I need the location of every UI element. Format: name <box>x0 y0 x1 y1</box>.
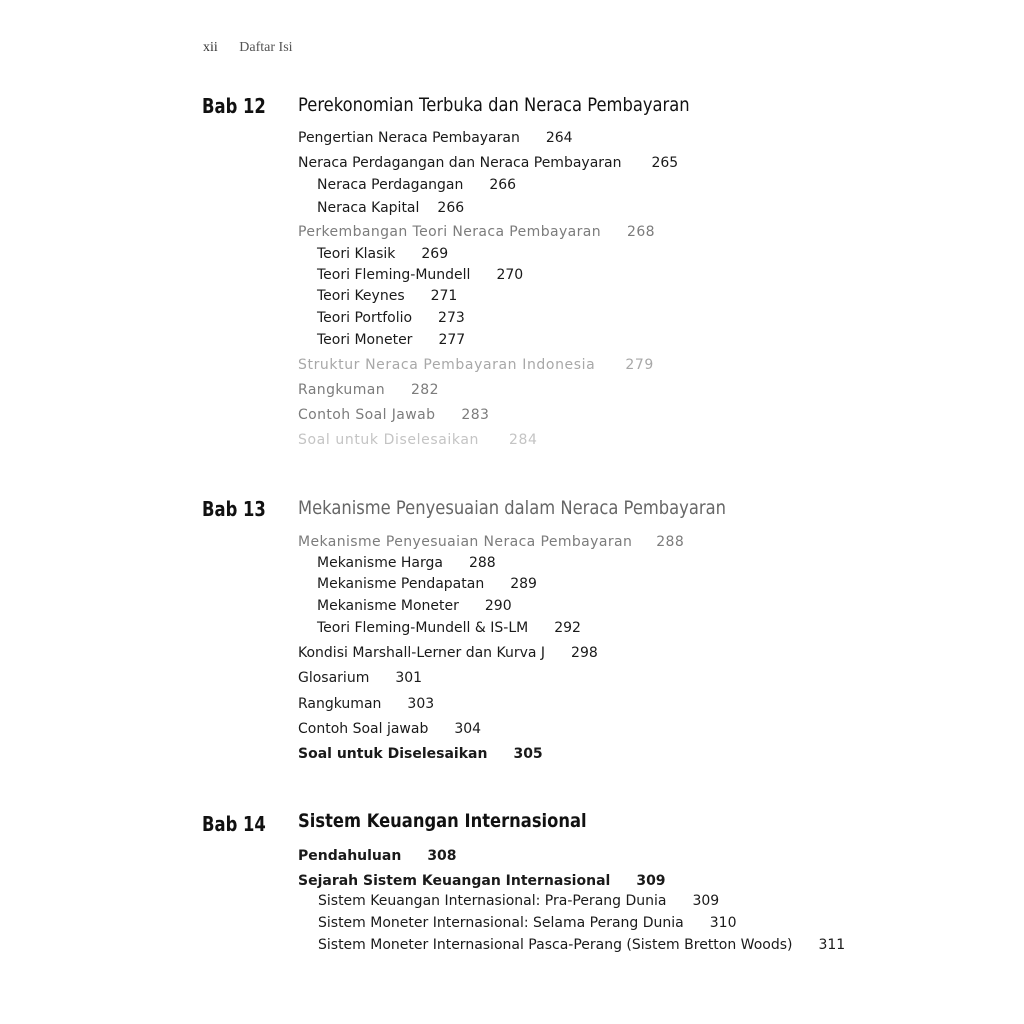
toc-entry-page: 304 <box>454 721 482 737</box>
toc-entry[interactable] <box>298 721 481 737</box>
chapter-number: Bab 13 <box>202 497 266 521</box>
toc-entry-label: Mekanisme Pendapatan <box>317 576 485 592</box>
toc-entry-label: Mekanisme Harga <box>317 555 443 571</box>
chapter-title: Sistem Keuangan Internasional <box>298 810 587 832</box>
chapter-title: Perekonomian Terbuka dan Neraca Pembayaran <box>298 94 690 116</box>
toc-subentry[interactable] <box>317 310 465 326</box>
toc-entry-page: 289 <box>510 576 537 592</box>
toc-entry-page: 308 <box>427 848 457 864</box>
toc-entry-label: Teori Portfolio <box>317 310 413 326</box>
toc-entry-label: Contoh Soal jawab <box>298 721 429 737</box>
toc-entry[interactable] <box>298 357 654 373</box>
toc-entry[interactable] <box>298 224 655 240</box>
toc-entry[interactable] <box>298 848 457 864</box>
toc-entry-page: 292 <box>554 620 581 636</box>
toc-entry[interactable] <box>298 746 543 762</box>
toc-entry-page: 269 <box>421 246 449 262</box>
toc-entry-label: Glosarium <box>298 670 370 686</box>
toc-entry[interactable] <box>298 407 489 423</box>
toc-entry-page: 283 <box>461 407 490 423</box>
toc-subentry[interactable] <box>317 598 512 614</box>
page-number: xii <box>203 40 218 55</box>
toc-entry-page: 301 <box>395 670 423 686</box>
toc-entry[interactable] <box>298 873 666 889</box>
toc-entry-page: 273 <box>438 310 465 326</box>
toc-entry-page: 288 <box>468 555 496 571</box>
toc-entry-label: Rangkuman <box>298 696 382 712</box>
toc-subentry[interactable] <box>317 555 496 571</box>
toc-entry[interactable] <box>298 155 678 171</box>
toc-entry-label: Sejarah Sistem Keuangan Internasional <box>298 873 611 889</box>
running-title: Daftar Isi <box>239 40 293 55</box>
toc-entry-page: 305 <box>513 746 543 762</box>
toc-entry-label: Sistem Moneter Internasional: Selama Perang Dunia <box>318 915 684 931</box>
toc-subentry[interactable] <box>317 576 537 592</box>
toc-subentry[interactable] <box>317 332 465 348</box>
toc-entry-page: 282 <box>411 382 439 398</box>
toc-entry-label: Soal untuk Diselesaikan <box>298 432 479 448</box>
toc-entry-page: 288 <box>656 534 685 550</box>
toc-entry-page: 309 <box>692 893 720 909</box>
toc-subentry[interactable] <box>317 200 464 216</box>
toc-entry-page: 311 <box>818 937 846 953</box>
toc-entry-label: Mekanisme Moneter <box>317 598 459 614</box>
toc-entry-label: Mekanisme Penyesuaian Neraca Pembayaran <box>298 534 633 550</box>
running-header <box>203 40 293 56</box>
chapter-number: Bab 12 <box>202 94 266 118</box>
toc-entry-page: 279 <box>625 357 654 373</box>
toc-entry-page: 271 <box>430 288 458 304</box>
toc-entry[interactable] <box>298 645 598 661</box>
toc-entry-label: Rangkuman <box>298 382 385 398</box>
toc-entry[interactable] <box>298 382 439 398</box>
toc-entry-label: Neraca Perdagangan dan Neraca Pembayaran <box>298 155 622 171</box>
toc-entry-label: Soal untuk Diselesaikan <box>298 746 488 762</box>
toc-entry-label: Struktur Neraca Pembayaran Indonesia <box>298 357 596 373</box>
toc-subentry[interactable] <box>317 177 516 193</box>
toc-subentry[interactable] <box>318 937 845 953</box>
toc-entry-label: Perkembangan Teori Neraca Pembayaran <box>298 224 602 240</box>
toc-entry-page: 264 <box>545 130 573 146</box>
toc-entry[interactable] <box>298 130 573 146</box>
toc-entry[interactable] <box>298 432 538 448</box>
toc-entry-page: 266 <box>437 200 465 216</box>
toc-entry-label: Sistem Keuangan Internasional: Pra-Perang Dunia <box>318 893 667 909</box>
toc-entry-label: Contoh Soal Jawab <box>298 407 436 423</box>
toc-entry-page: 310 <box>709 915 737 931</box>
toc-entry-page: 284 <box>509 432 538 448</box>
toc-entry-page: 270 <box>496 267 524 283</box>
toc-entry-label: Neraca Perdagangan <box>317 177 464 193</box>
toc-subentry[interactable] <box>317 620 581 636</box>
toc-subentry[interactable] <box>318 893 719 909</box>
toc-entry-label: Neraca Kapital <box>317 200 420 216</box>
toc-entry-label: Teori Moneter <box>317 332 413 348</box>
toc-entry-page: 277 <box>438 332 466 348</box>
toc-entry-label: Teori Fleming-Mundell & IS-LM <box>317 620 529 636</box>
toc-entry-page: 303 <box>407 696 435 712</box>
toc-entry[interactable] <box>298 534 684 550</box>
toc-entry-page: 265 <box>651 155 679 171</box>
toc-entry-page: 268 <box>627 224 655 240</box>
toc-entry[interactable] <box>298 696 434 712</box>
toc-entry-page: 266 <box>489 177 517 193</box>
chapter-number: Bab 14 <box>202 812 266 836</box>
toc-subentry[interactable] <box>317 246 448 262</box>
toc-subentry[interactable] <box>318 915 737 931</box>
toc-entry-label: Kondisi Marshall-Lerner dan Kurva J <box>298 645 546 661</box>
toc-subentry[interactable] <box>317 288 457 304</box>
toc-entry-page: 298 <box>571 645 598 661</box>
toc-entry-label: Pendahuluan <box>298 848 402 864</box>
toc-entry-label: Pengertian Neraca Pembayaran <box>298 130 520 146</box>
toc-entry-label: Teori Keynes <box>317 288 405 304</box>
toc-entry-page: 290 <box>484 598 512 614</box>
toc-entry-label: Sistem Moneter Internasional Pasca-Perang (Sistem Bretton Woods) <box>318 937 793 953</box>
toc-subentry[interactable] <box>317 267 523 283</box>
toc-entry-label: Teori Klasik <box>317 246 396 262</box>
toc-entry-page: 309 <box>636 873 666 889</box>
toc-entry-label: Teori Fleming-Mundell <box>317 267 471 283</box>
toc-entry[interactable] <box>298 670 422 686</box>
chapter-title: Mekanisme Penyesuaian dalam Neraca Pembayaran <box>298 497 726 519</box>
